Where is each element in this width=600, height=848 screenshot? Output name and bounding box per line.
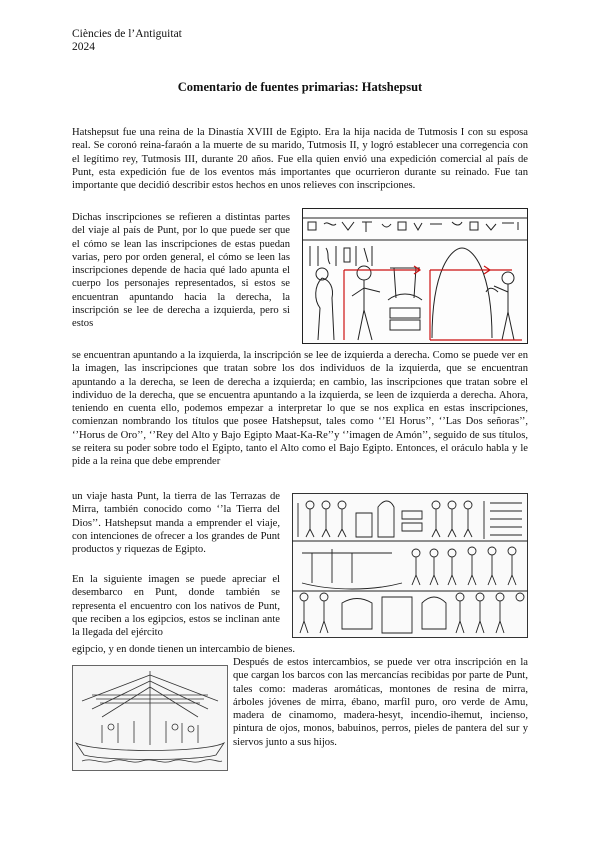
relief-figure-reading-direction [302,208,528,344]
paragraph-interpretation: se encuentran apuntando a la izquierda, la inscripción se lee de izquierda a derecha. Como se puede ver en la imagen, las inscripciones que tratan sobre los dos individuos de la izquierda, que se encuentran apuntando a la derecha, se leen de derecha a izquierda; en cambio, las inscripciones que tratan sobre el individuo de la derecha, que se encuentra apuntando a la izquierda, se leen de izquierda a derecha. Ahora, teniendo en cuenta ello, podemos empezar a interpretar lo que se nos explica en estas inscripciones, comienzan nombrando los títulos que posee Hatshepsut, tales como ‘’El Horus’’, ‘’Las Dos señoras’’, ‘’Horus de Oro’’, ‘’Rey del Alto y Bajo Egipto Maat-Ka-Re’’y ‘’imagen de Amón’’, seguido de sus títulos, se reitera su poder sobre todo el Egipto, tanto el Alto como el Bajo Egipto. Entonces, el oráculo habla y le pide a la reina que debe emprender [72,350,528,468]
paragraph-landing: En la siguiente imagen se puede apreciar el desembarco en Punt, donde también se representa el encuentro con los nativos de Punt, que reciben a los egipcios, estos se inclinan ante la llegada del ejército [72,574,280,639]
paragraph-intro: Hatshepsut fue una reina de la Dinastía XVIII de Egipto. Era la hija nacida de Tutmosis I con su esposa real. Se coronó reina-faraón a la muerte de su marido, Tutmosis II, y logró establecer una corregencia con el legítimo rey, Tutmosis III, durante 20 años. Fue ella quien envió una expedición comercial al país de Punt, esta expedición fue de los eventos más importantes que ocurrieron durante su reinado. Fue tan importante que decidió describir estos hechos en unos relieves con inscripciones. [72,127,528,192]
page-title: Comentario de fuentes primarias: Hatshepsut [177,80,423,94]
year: 2024 [72,41,95,53]
paragraph-journey: un viaje hasta Punt, la tierra de las Terrazas de Mirra, también conocido como ‘’la Tierra del Dios’’. Hatshepsut manda a emprender el viaje, con intenciones de ofrecer a los grandes de Punt productos y riquezas de Egipto. [72,491,280,556]
paragraph-exchange: egipcio, y en donde tienen un intercambio de bienes. [72,644,295,655]
relief-figure-punt-landing [292,493,528,638]
course-name: Ciències de l’Antiguitat [72,28,182,40]
paragraph-goods: Después de estos intercambios, se puede ver otra inscripción en la que cargan los barcos con las mercancías recibidas por parte de Punt, tales como: maderas aromáticas, montones de resina de mirra, árboles jóvenes de mirra, ébano, marfil puro, oro verde de Amu, madera de cinamomo, madera-hesyt, incendio-ihemut, incienso, pintura de ojos, monos, babuinos, perros, pieles de pantera del sur y siervos junto a sus hijos. [233,657,528,748]
paragraph-inscriptions: Dichas inscripciones se refieren a distintas partes del viaje al país de Punt, por lo que puede ser que el cómo se lean las inscripciones de estas puedan varias, pero por orden general, el cómo se leen las inscripciones depende de hacia qué lado apunta el cuerpo los personajes representados, si estos se encuentran apuntando hacia la derecha, la inscripción se lee de derecha a izquierda, pero si estos [72,212,290,330]
relief-figure-ships-loading [72,665,228,771]
document-header [72,28,182,54]
